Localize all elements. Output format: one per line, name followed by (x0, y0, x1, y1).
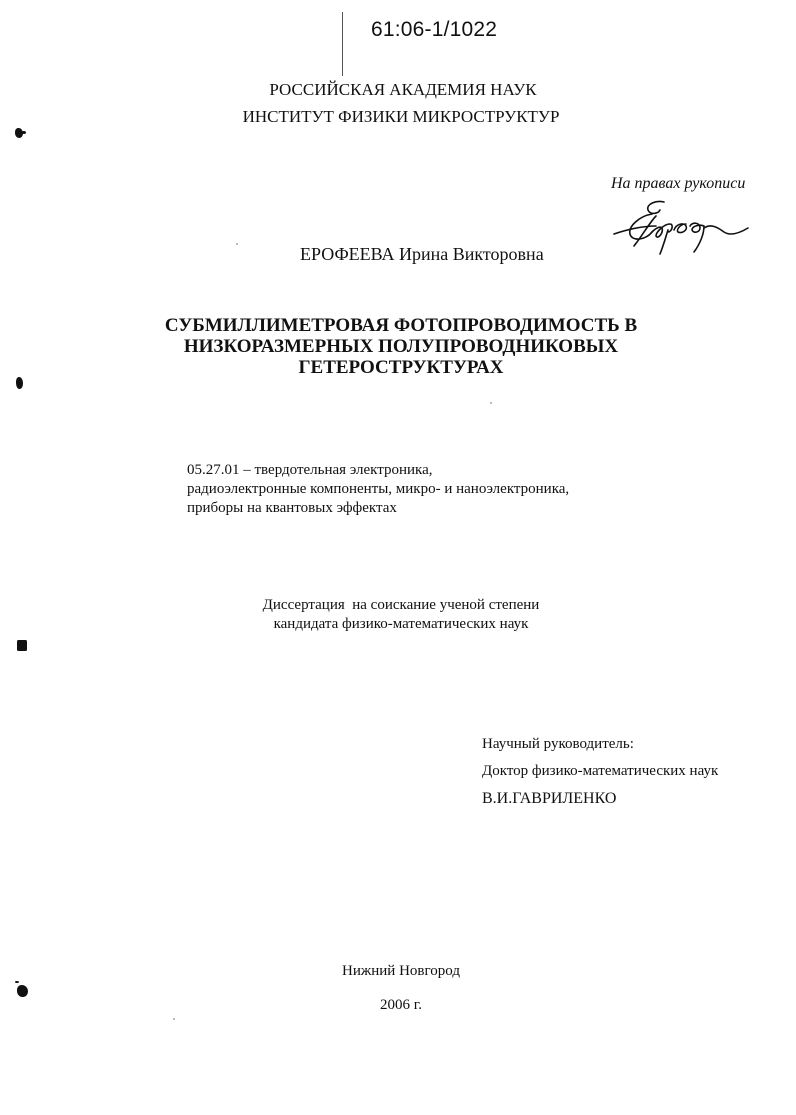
specialty-line: приборы на квантовых эффектах (187, 500, 397, 516)
specialty-line: 05.27.01 – твердотельная электроника, (187, 462, 433, 478)
thesis-title-line: НИЗКОРАЗМЕРНЫХ ПОЛУПРОВОДНИКОВЫХ (183, 336, 619, 357)
city: Нижний Новгород (342, 963, 460, 979)
advisor-block (482, 731, 718, 812)
scan-mark (15, 981, 19, 983)
degree-line: кандидата физико-математических наук (273, 616, 529, 632)
organization-line-1: РОССИЙСКАЯ АКАДЕМИЯ НАУК (269, 80, 537, 99)
thesis-title-line: СУБМИЛЛИМЕТРОВАЯ ФОТОПРОВОДИМОСТЬ В (164, 315, 638, 336)
specialty-line: радиоэлектронные компоненты, микро- и наноэлектроника, (187, 481, 570, 497)
advisor-degree: Доктор физико-математических наук (482, 763, 719, 779)
year: 2006 г. (380, 997, 422, 1013)
advisor-name: В.И.ГАВРИЛЕНКО (482, 790, 617, 807)
scan-mark (17, 985, 28, 997)
degree-block (0, 596, 796, 634)
scan-dot (490, 402, 492, 404)
rights-note: На правах рукописи (611, 175, 746, 192)
organization-line-2: ИНСТИТУТ ФИЗИКИ МИКРОСТРУКТУР (242, 107, 560, 126)
author-name: ЕРОФЕЕВА Ирина Викторовна (300, 244, 544, 264)
specialty-block (187, 461, 569, 518)
margin-rule-line (342, 12, 343, 76)
advisor-label: Научный руководитель: (482, 736, 634, 752)
catalog-number: 61:06-1/1022 (371, 18, 498, 41)
scan-mark (22, 131, 26, 134)
signature-icon (612, 196, 752, 256)
scan-mark (17, 640, 27, 651)
scan-dot (236, 243, 238, 245)
thesis-title-line: ГЕТЕРОСТРУКТУРАХ (298, 357, 504, 378)
thesis-title (0, 315, 796, 378)
degree-line: Диссертация на соискание ученой степени (262, 597, 540, 613)
scan-dot (173, 1018, 175, 1020)
scan-mark (16, 377, 23, 389)
